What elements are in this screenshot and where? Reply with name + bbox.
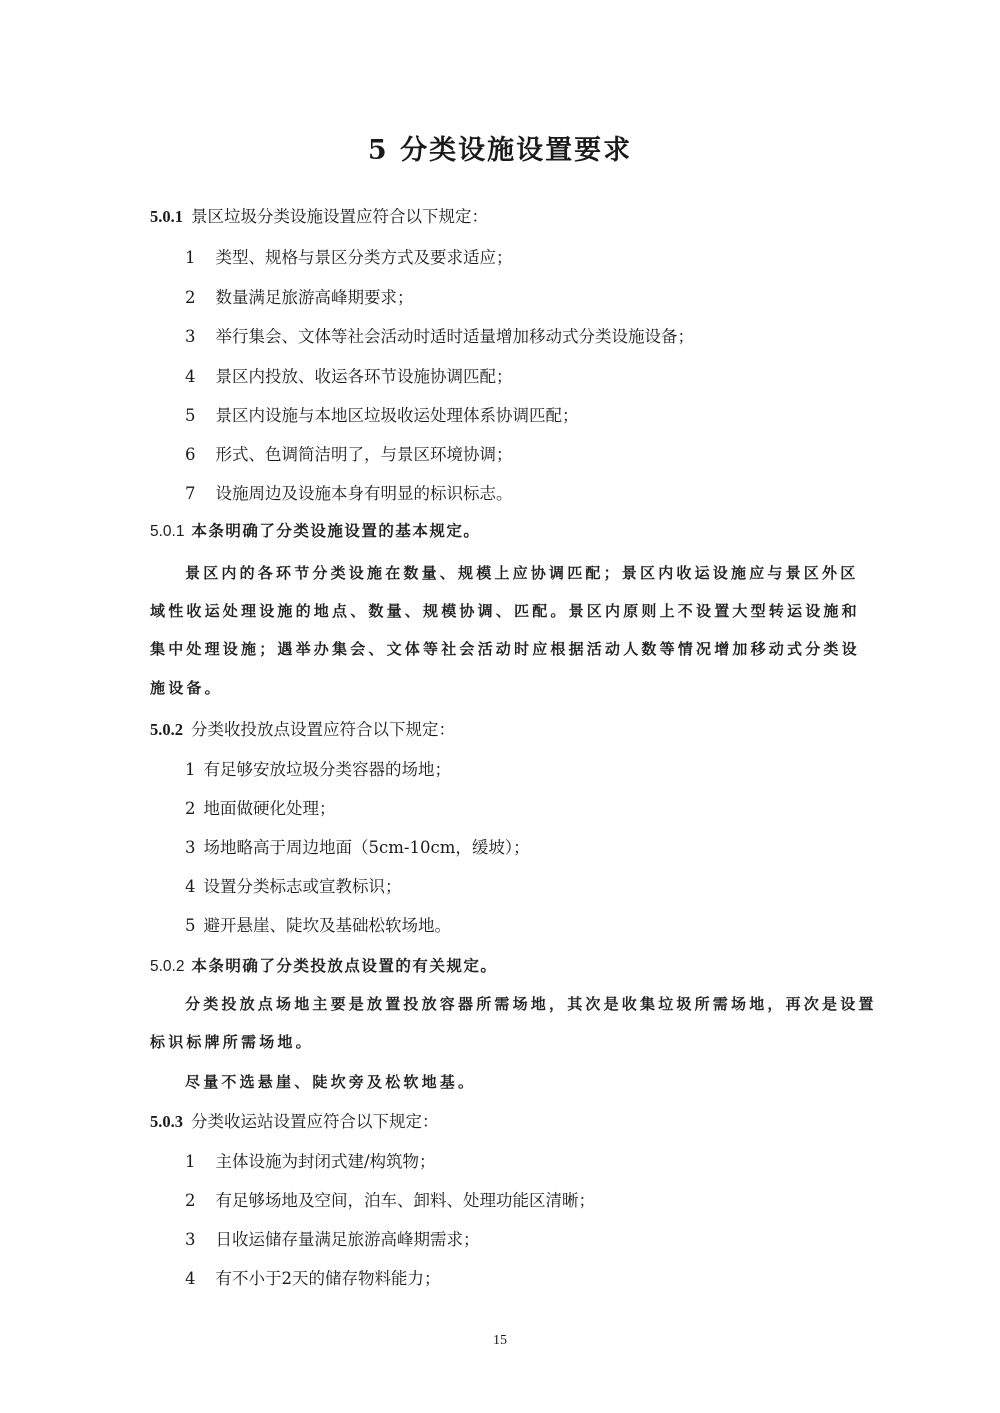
item-number: 4 xyxy=(185,367,196,386)
clause-5-0-1 xyxy=(150,206,488,228)
item-text: 景区内设施与本地区垃圾收运处理体系协调匹配； xyxy=(215,406,579,425)
list-item xyxy=(185,1268,441,1290)
item-text: 形式、色调简洁明了，与景区环境协调； xyxy=(215,445,513,464)
item-number: 7 xyxy=(185,484,196,503)
item-text: 数量满足旅游高峰期要求； xyxy=(215,288,414,307)
commentary-heading xyxy=(150,955,497,978)
list-item xyxy=(185,837,530,859)
commentary-number: 5.0.1 xyxy=(150,523,185,540)
item-number: 6 xyxy=(185,445,196,464)
item-text: 有不小于2天的储存物料能力； xyxy=(215,1269,441,1288)
list-item xyxy=(185,759,451,781)
list-item xyxy=(185,483,513,505)
list-item xyxy=(185,247,513,269)
list-item xyxy=(185,287,414,309)
list-item xyxy=(185,444,513,466)
commentary-title: 本条明确了分类设施设置的基本规定。 xyxy=(191,522,481,540)
item-text: 有足够场地及空间，泊车、卸料、处理功能区清晰； xyxy=(215,1191,595,1210)
commentary-line: 景区内的各环节分类设施在数量、规模上应协调匹配；景区内收运设施应与景区外区 xyxy=(185,564,859,582)
item-number: 2 xyxy=(185,1191,196,1210)
commentary-line: 集中处理设施；遇举办集会、文体等社会活动时应根据活动人数等情况增加移动式分类设 xyxy=(150,640,860,658)
list-item xyxy=(185,405,579,427)
clause-number: 5.0.2 xyxy=(150,720,183,739)
item-number: 3 xyxy=(185,838,196,857)
list-item xyxy=(185,798,336,820)
list-item xyxy=(185,915,451,937)
item-text: 设施周边及设施本身有明显的标识标志。 xyxy=(215,484,513,503)
page-number: 15 xyxy=(493,1333,507,1348)
item-number: 5 xyxy=(185,406,196,425)
item-text: 主体设施为封闭式建/构筑物； xyxy=(215,1152,436,1171)
list-item xyxy=(185,876,402,898)
item-number: 1 xyxy=(185,760,196,779)
item-number: 1 xyxy=(185,248,196,267)
clause-text: 分类收投放点设置应符合以下规定： xyxy=(191,720,455,739)
list-item xyxy=(185,1229,480,1251)
clause-number: 5.0.3 xyxy=(150,1112,183,1131)
commentary-title: 本条明确了分类投放点设置的有关规定。 xyxy=(191,957,498,975)
item-number: 2 xyxy=(185,799,196,818)
commentary-line: 尽量不选悬崖、陡坎旁及松软地基。 xyxy=(185,1073,477,1091)
commentary-line: 施设备。 xyxy=(150,679,223,697)
commentary-line: 分类投放点场地主要是放置投放容器所需场地，其次是收集垃圾所需场地，再次是设置 xyxy=(185,995,877,1013)
list-item xyxy=(185,1151,436,1173)
clause-text: 分类收运站设置应符合以下规定： xyxy=(191,1112,439,1131)
clause-5-0-2 xyxy=(150,719,455,741)
item-number: 3 xyxy=(185,1230,196,1249)
item-text: 举行集会、文体等社会活动时适时适量增加移动式分类设施设备； xyxy=(215,327,694,346)
commentary-line: 域性收运处理设施的地点、数量、规模协调、匹配。景区内原则上不设置大型转运设施和 xyxy=(150,602,860,620)
item-number: 3 xyxy=(185,327,196,346)
item-text: 类型、规格与景区分类方式及要求适应； xyxy=(215,248,513,267)
item-text: 有足够安放垃圾分类容器的场地； xyxy=(203,760,451,779)
list-item xyxy=(185,366,513,388)
item-text: 场地略高于周边地面（5cm-10cm，缓坡）； xyxy=(203,838,530,857)
list-item xyxy=(185,326,694,348)
item-text: 日收运储存量满足旅游高峰期需求； xyxy=(215,1230,480,1249)
commentary-number: 5.0.2 xyxy=(150,958,185,975)
item-text: 设置分类标志或宣教标识； xyxy=(203,877,402,896)
item-number: 1 xyxy=(185,1152,196,1171)
clause-text: 景区垃圾分类设施设置应符合以下规定： xyxy=(191,207,488,226)
clause-number: 5.0.1 xyxy=(150,207,183,226)
item-number: 5 xyxy=(185,916,196,935)
section-title: 5 分类设施设置要求 xyxy=(367,135,633,166)
item-text: 避开悬崖、陡坎及基础松软场地。 xyxy=(203,916,451,935)
item-number: 2 xyxy=(185,288,196,307)
clause-5-0-3 xyxy=(150,1111,439,1133)
item-number: 4 xyxy=(185,877,196,896)
item-number: 4 xyxy=(185,1269,196,1288)
item-text: 景区内投放、收运各环节设施协调匹配； xyxy=(215,367,513,386)
item-text: 地面做硬化处理； xyxy=(203,799,336,818)
commentary-heading xyxy=(150,520,480,543)
list-item xyxy=(185,1190,595,1212)
commentary-line: 标识标牌所需场地。 xyxy=(150,1033,314,1051)
